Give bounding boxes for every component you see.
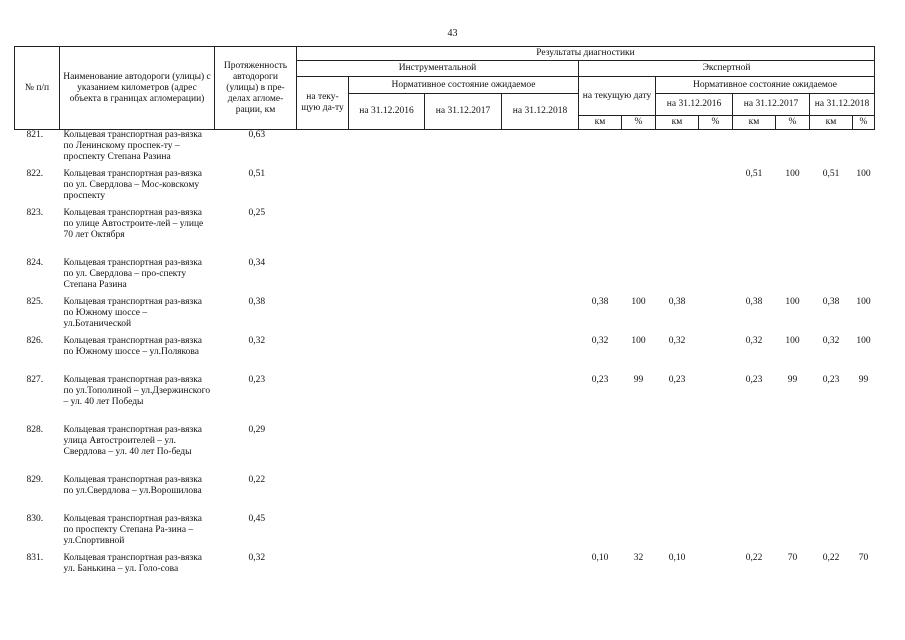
cell-empty	[502, 336, 579, 375]
header-km: км	[579, 116, 622, 130]
cell-name: Кольцевая транспортная раз-вязка по ул. Свердлова – Мос-ковскому проспекту	[63, 169, 202, 201]
header-num: № п/п	[15, 47, 60, 130]
cell-e18-km: 0,32	[822, 336, 840, 346]
header-expert-current-date: на текущую дату	[579, 77, 656, 116]
cell-length: 0,25	[248, 208, 266, 218]
cell-e16-pct	[699, 553, 733, 592]
cell-empty	[425, 258, 502, 297]
cell-empty	[425, 336, 502, 375]
cell-empty	[297, 258, 349, 297]
cell-e17-km	[733, 258, 776, 297]
cell-cur-km	[579, 425, 622, 475]
cell-cur-pct: 100	[631, 297, 646, 307]
cell-empty	[297, 375, 349, 425]
cell-e18-km: 0,22	[822, 553, 840, 563]
cell-e18-pct	[853, 258, 875, 297]
table-row	[15, 514, 875, 553]
cell-name: Кольцевая транспортная раз-вязка по ул.Свердлова – ул.Ворошилова	[63, 475, 202, 496]
cell-cur-pct	[622, 514, 656, 553]
header-km: км	[733, 116, 776, 130]
cell-e18-pct	[853, 425, 875, 475]
cell-name: Кольцевая транспортная раз-вязка по ул.Тополиной – ул.Дзержинского – ул. 40 лет Победы	[63, 375, 211, 407]
cell-e17-pct: 70	[787, 553, 798, 563]
cell-cur-km: 0,32	[591, 336, 609, 346]
table-row	[15, 169, 875, 208]
cell-e17-pct: 100	[785, 297, 800, 307]
cell-e17-km	[733, 208, 776, 258]
cell-e16-pct	[699, 475, 733, 514]
cell-e16-pct	[699, 258, 733, 297]
cell-empty	[425, 553, 502, 592]
table-header	[15, 47, 875, 130]
cell-empty	[349, 475, 425, 514]
table-row	[15, 336, 875, 375]
cell-cur-pct	[622, 169, 656, 208]
cell-e17-pct	[776, 130, 810, 170]
cell-e16-km	[656, 514, 699, 553]
cell-length: 0,51	[248, 169, 266, 179]
cell-empty	[425, 514, 502, 553]
cell-empty	[425, 375, 502, 425]
header-pct: %	[776, 116, 810, 130]
cell-e18-km	[810, 514, 853, 553]
table-row	[15, 475, 875, 514]
cell-empty	[502, 553, 579, 592]
cell-e17-km	[733, 475, 776, 514]
cell-e17-km	[733, 130, 776, 170]
cell-e16-pct	[699, 169, 733, 208]
header-expert: Экспертной	[579, 61, 875, 77]
cell-e18-pct: 100	[856, 297, 871, 307]
table-body	[15, 130, 875, 593]
cell-empty	[425, 297, 502, 336]
cell-e17-pct	[776, 258, 810, 297]
cell-empty	[349, 169, 425, 208]
cell-cur-pct: 99	[633, 375, 644, 385]
page-number: 43	[447, 28, 458, 39]
header-expert-2016: на 31.12.2016	[656, 94, 733, 116]
cell-cur-km	[579, 208, 622, 258]
cell-num: 830.	[26, 514, 44, 524]
cell-name: Кольцевая транспортная раз-вязка по ул. Свердлова – про-спекту Степана Разина	[63, 258, 202, 290]
cell-e17-km	[733, 425, 776, 475]
cell-empty	[297, 514, 349, 553]
diagnostics-table	[14, 46, 875, 592]
cell-name: Кольцевая транспортная раз-вязка по Южному шоссе – ул.Ботанической	[63, 297, 202, 329]
cell-name: Кольцевая транспортная раз-вязка улица Автостроителей – ул. Свердлова – ул. 40 лет По-беды	[63, 425, 202, 457]
cell-e17-pct	[776, 475, 810, 514]
cell-cur-km	[579, 475, 622, 514]
cell-length: 0,22	[248, 475, 266, 485]
cell-num: 821.	[26, 130, 44, 140]
cell-empty	[297, 475, 349, 514]
cell-e18-pct	[853, 475, 875, 514]
header-expert-2017: на 31.12.2017	[733, 94, 810, 116]
cell-e18-km	[810, 475, 853, 514]
cell-e16-pct	[699, 208, 733, 258]
cell-e18-pct	[853, 208, 875, 258]
cell-cur-pct	[622, 425, 656, 475]
cell-e16-pct	[699, 514, 733, 553]
cell-empty	[349, 336, 425, 375]
table-row	[15, 425, 875, 475]
cell-num: 823.	[26, 208, 44, 218]
cell-empty	[502, 130, 579, 170]
cell-e17-km: 0,51	[745, 169, 763, 179]
cell-empty	[349, 425, 425, 475]
cell-empty	[502, 375, 579, 425]
cell-e16-pct	[699, 297, 733, 336]
cell-e16-km	[656, 425, 699, 475]
cell-e16-km	[656, 258, 699, 297]
cell-cur-pct: 32	[633, 553, 644, 563]
cell-empty	[502, 169, 579, 208]
cell-e18-km	[810, 130, 853, 170]
cell-cur-km: 0,10	[591, 553, 609, 563]
cell-e17-pct: 99	[787, 375, 798, 385]
cell-empty	[502, 475, 579, 514]
header-length: Протяженность автодороги (улицы) в пре-делах агломе-рации, км	[215, 47, 297, 130]
cell-empty	[425, 130, 502, 170]
cell-e17-pct: 100	[785, 336, 800, 346]
cell-e18-pct	[853, 514, 875, 553]
cell-cur-pct: 100	[631, 336, 646, 346]
cell-name: Кольцевая транспортная раз-вязка по Ленинскому проспек-ту – проспекту Степана Разина	[63, 130, 202, 162]
cell-empty	[349, 514, 425, 553]
cell-cur-km	[579, 130, 622, 170]
cell-num: 831.	[26, 553, 44, 563]
cell-e16-km	[656, 169, 699, 208]
table-row	[15, 375, 875, 425]
cell-empty	[502, 208, 579, 258]
cell-empty	[502, 258, 579, 297]
cell-num: 827.	[26, 375, 44, 385]
cell-e17-pct: 100	[785, 169, 800, 179]
header-instr-normative: Нормативное состояние ожидаемое	[349, 77, 579, 94]
cell-empty	[502, 297, 579, 336]
cell-e18-pct: 100	[856, 169, 871, 179]
cell-e17-pct	[776, 425, 810, 475]
header-results: Результаты диагностики	[297, 47, 875, 61]
cell-empty	[425, 475, 502, 514]
header-pct: %	[622, 116, 656, 130]
cell-name: Кольцевая транспортная раз-вязка по улице Автостроите-лей – улице 70 лет Октября	[63, 208, 204, 240]
header-pct: %	[699, 116, 733, 130]
cell-empty	[297, 336, 349, 375]
cell-e17-pct	[776, 514, 810, 553]
cell-e18-km: 0,51	[822, 169, 840, 179]
cell-empty	[297, 425, 349, 475]
cell-name: Кольцевая транспортная раз-вязка ул. Банькина – ул. Голо-сова	[63, 553, 202, 574]
header-instrumental: Инструментальной	[297, 61, 579, 77]
cell-name: Кольцевая транспортная раз-вязка по Южному шоссе – ул.Полякова	[63, 336, 202, 357]
table-row	[15, 258, 875, 297]
cell-cur-km: 0,23	[591, 375, 609, 385]
cell-e18-pct: 99	[858, 375, 869, 385]
cell-empty	[349, 258, 425, 297]
cell-num: 826.	[26, 336, 44, 346]
header-km: км	[656, 116, 699, 130]
cell-e18-km	[810, 208, 853, 258]
cell-e18-pct	[853, 130, 875, 170]
cell-length: 0,29	[248, 425, 266, 435]
cell-cur-km	[579, 169, 622, 208]
cell-num: 829.	[26, 475, 44, 485]
header-km: км	[810, 116, 853, 130]
table-row	[15, 553, 875, 592]
header-instr-2018: на 31.12.2018	[502, 94, 579, 130]
header-road-name: Наименование автодороги (улицы) с указанием километров (адрес объекта в границах агломерации)	[60, 47, 215, 130]
cell-e16-km: 0,10	[668, 553, 686, 563]
table-row	[15, 130, 875, 170]
table-row	[15, 297, 875, 336]
cell-name: Кольцевая транспортная раз-вязка по проспекту Степана Ра-зина – ул.Спортивной	[63, 514, 202, 546]
cell-cur-km	[579, 258, 622, 297]
cell-cur-pct	[622, 258, 656, 297]
cell-e17-pct	[776, 208, 810, 258]
cell-e18-km: 0,38	[822, 297, 840, 307]
cell-cur-pct	[622, 208, 656, 258]
cell-length: 0,32	[248, 553, 266, 563]
cell-empty	[349, 130, 425, 170]
cell-empty	[297, 553, 349, 592]
cell-e17-km: 0,32	[745, 336, 763, 346]
cell-e16-km	[656, 208, 699, 258]
cell-empty	[425, 425, 502, 475]
cell-num: 828.	[26, 425, 44, 435]
cell-e16-pct	[699, 425, 733, 475]
cell-num: 824.	[26, 258, 44, 268]
cell-empty	[502, 425, 579, 475]
cell-empty	[297, 208, 349, 258]
cell-cur-km	[579, 514, 622, 553]
cell-num: 825.	[26, 297, 44, 307]
cell-e16-pct	[699, 375, 733, 425]
cell-e18-pct: 100	[856, 336, 871, 346]
header-instr-2017: на 31.12.2017	[425, 94, 502, 130]
cell-length: 0,34	[248, 258, 266, 268]
cell-e18-pct: 70	[858, 553, 869, 563]
cell-cur-pct	[622, 130, 656, 170]
cell-length: 0,38	[248, 297, 266, 307]
cell-empty	[297, 130, 349, 170]
cell-empty	[349, 297, 425, 336]
header-instr-current-date: на теку-щую да-ту	[297, 77, 349, 130]
cell-empty	[297, 169, 349, 208]
cell-e16-km: 0,23	[668, 375, 686, 385]
cell-empty	[349, 208, 425, 258]
cell-e18-km	[810, 425, 853, 475]
cell-e17-km: 0,23	[745, 375, 763, 385]
cell-empty	[502, 514, 579, 553]
cell-empty	[349, 553, 425, 592]
cell-length: 0,63	[248, 130, 266, 140]
cell-empty	[297, 297, 349, 336]
cell-e16-km: 0,32	[668, 336, 686, 346]
header-instr-2016: на 31.12.2016	[349, 94, 425, 130]
cell-empty	[425, 208, 502, 258]
cell-empty	[349, 375, 425, 425]
cell-e16-km: 0,38	[668, 297, 686, 307]
cell-empty	[425, 169, 502, 208]
cell-e16-pct	[699, 336, 733, 375]
header-expert-normative: Нормативное состояние ожидаемое	[656, 77, 875, 94]
cell-e16-pct	[699, 130, 733, 170]
cell-length: 0,23	[248, 375, 266, 385]
table-row	[15, 208, 875, 258]
header-pct: %	[853, 116, 875, 130]
cell-e17-km: 0,38	[745, 297, 763, 307]
cell-cur-km: 0,38	[591, 297, 609, 307]
cell-e16-km	[656, 475, 699, 514]
cell-cur-pct	[622, 475, 656, 514]
cell-e16-km	[656, 130, 699, 170]
cell-length: 0,32	[248, 336, 266, 346]
cell-e18-km: 0,23	[822, 375, 840, 385]
cell-e18-km	[810, 258, 853, 297]
cell-length: 0,45	[248, 514, 266, 524]
cell-e17-km	[733, 514, 776, 553]
cell-num: 822.	[26, 169, 44, 179]
header-expert-2018: на 31.12.2018	[810, 94, 875, 116]
cell-e17-km: 0,22	[745, 553, 763, 563]
